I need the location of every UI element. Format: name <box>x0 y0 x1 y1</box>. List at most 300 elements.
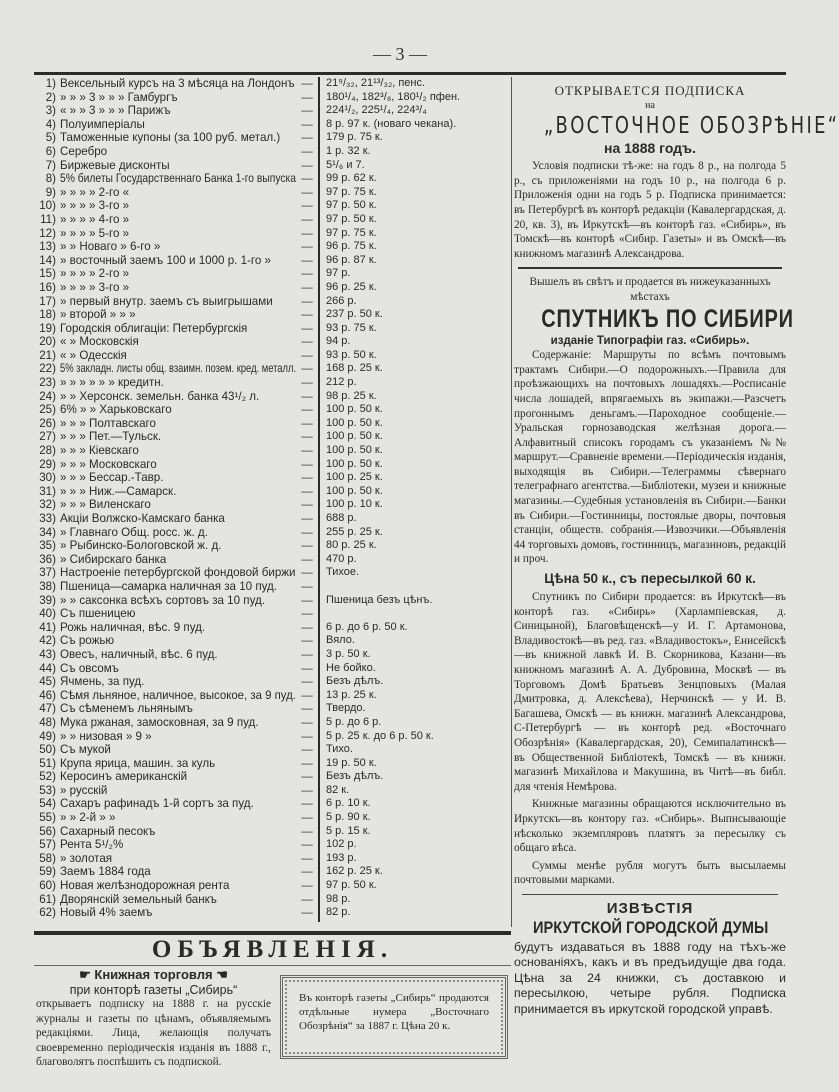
row-label: » » низовая » 9 » <box>60 729 152 743</box>
row-value: Пшеница безъ цѣнъ. <box>326 593 433 606</box>
row-number: 46) <box>39 688 56 702</box>
row-number-cell <box>34 539 56 553</box>
ads-rule <box>34 965 511 966</box>
row-label-cell <box>56 580 296 594</box>
row-number: 9) <box>45 185 56 199</box>
table-row <box>34 444 508 458</box>
table-row <box>34 267 508 281</box>
row-dash: — <box>301 430 313 444</box>
row-value-cell <box>318 594 506 608</box>
table-row <box>34 362 508 376</box>
row-label: Дворянскій земельный банкъ <box>60 892 217 906</box>
row-label-cell <box>56 607 296 621</box>
row-label: Съ овсомъ <box>60 661 119 675</box>
row-dash: — <box>301 362 313 376</box>
table-row <box>34 811 508 825</box>
row-dash: — <box>301 212 313 226</box>
row-value: 8 р. 97 к. (новаго чекана). <box>326 117 457 130</box>
row-value: 97 р. <box>326 267 351 280</box>
row-number: 22) <box>39 362 56 376</box>
row-label-cell <box>56 159 296 173</box>
row-number-cell <box>34 893 56 907</box>
row-dash-cell <box>296 580 318 594</box>
row-label: Съ пшеницею <box>60 607 136 621</box>
row-value-cell <box>318 648 506 662</box>
row-dash-cell <box>296 784 318 798</box>
table-row <box>34 390 508 404</box>
row-value: 688 р. <box>326 512 357 524</box>
row-label: Рента 5¹/₂% <box>60 838 124 852</box>
row-dash: — <box>301 348 313 362</box>
row-dash-cell <box>296 403 318 417</box>
row-number-cell <box>34 825 56 839</box>
row-dash-cell <box>296 145 318 159</box>
row-value-cell <box>318 308 506 322</box>
row-label: » » » Московскаго <box>60 457 157 471</box>
row-dash-cell <box>296 308 318 322</box>
table-row <box>34 865 508 879</box>
row-dash-cell <box>296 893 318 907</box>
row-value: 21⁹/₃₂, 21¹³/₃₂, пенс. <box>326 77 426 89</box>
row-dash: — <box>301 824 313 838</box>
row-label: » » » » 2-го » <box>60 267 130 281</box>
bookshop-ad <box>36 968 271 1073</box>
table-row <box>34 159 508 173</box>
row-number-cell <box>34 485 56 499</box>
row-dash: — <box>301 811 313 825</box>
subscription-title: „ВОСТОЧНОЕ ОБОЗРѢНІЕ“ <box>543 113 839 140</box>
row-dash-cell <box>296 240 318 254</box>
row-value-cell <box>318 322 506 336</box>
row-number: 57) <box>39 838 56 852</box>
table-row <box>34 757 508 771</box>
row-number: 11) <box>40 212 56 226</box>
row-value: Тихо. <box>326 743 353 756</box>
row-value: 97 р. 50 к. <box>326 212 377 225</box>
row-label: Серебро <box>60 144 108 158</box>
row-value: 100 р. 50 к. <box>326 444 383 457</box>
sputnik-intro: Вышелъ въ свѣтъ и продается въ нижеуказанныхъ мѣстахъ <box>529 276 771 303</box>
row-number: 15) <box>39 267 56 281</box>
table-row <box>34 784 508 798</box>
duma-title1: ИЗВѢСТІЯ <box>606 899 694 917</box>
row-label: Полуимперіалы <box>60 117 145 131</box>
row-number-cell <box>34 295 56 309</box>
row-dash-cell <box>296 131 318 145</box>
row-value: Не бойко. <box>326 661 376 674</box>
table-row <box>34 797 508 811</box>
row-value-cell <box>318 335 506 349</box>
row-number-cell <box>34 390 56 404</box>
row-number-cell <box>34 186 56 200</box>
bookshop-title <box>36 968 271 983</box>
row-label: » восточный заемъ 100 и 1000 р. 1-го » <box>60 253 272 267</box>
row-number: 40) <box>39 607 56 621</box>
row-label-cell <box>56 267 296 281</box>
row-dash-cell <box>296 417 318 431</box>
row-dash: — <box>301 675 313 689</box>
table-row <box>34 498 508 512</box>
sputnik-where: Спутникъ по Сибири продается: въ Иркутскѣ—въ конторѣ газ. «Сибирь» (Харлампіевская, д. Синицыной), Благовѣщенскѣ—у И. Г. Артамонова, Владивостокѣ—въ ред. газ. «Владивостокъ», Енисейскѣ—въ книжной лавкѣ И. В. Скорникова, Казани—въ книжномъ магазинѣ А. А. Дубровина, Москвѣ — въ Торговомъ Домѣ Братьевъ Зенцповыхъ (Малая Дмитровка, д. Алексѣева), Нерчинскѣ — у И. В. Багашева, Омскѣ — въ книжн. магазинѣ Александрова, С-Петербургѣ — въ конторѣ ред. «Восточнаго Обозрѣнія» (Кавалергардская, 20), Семипалатинскѣ—въ Общественной Библіотекѣ, Томскѣ — въ книжн. магазинѣ Михайлова и Макушина, въ Читѣ—въ библ. для чтенія Немѣрова. <box>514 591 786 793</box>
row-value-cell <box>318 512 506 526</box>
row-value: 237 р. 50 к. <box>326 308 383 321</box>
row-number-cell <box>34 199 56 213</box>
row-dash: — <box>301 552 313 566</box>
row-value: 100 р. 50 к. <box>326 430 383 443</box>
row-label-cell <box>56 675 296 689</box>
row-label: Ячмень, за пуд. <box>60 675 145 689</box>
row-label: » » » » » » кредитн. <box>60 376 164 390</box>
row-label-cell <box>56 566 296 580</box>
row-dash-cell <box>296 662 318 676</box>
row-label-cell <box>56 118 296 132</box>
row-number: 10) <box>39 199 56 213</box>
row-label: » Сибирскаго банка <box>60 552 167 566</box>
row-value-cell <box>318 295 506 309</box>
row-dash-cell <box>296 254 318 268</box>
row-label: Сѣмя льняное, наличное, высокое, за 9 пуд. <box>60 688 296 702</box>
table-row <box>34 634 508 648</box>
row-label: » » » Бессар.-Тавр. <box>60 471 164 485</box>
row-dash: — <box>301 797 313 811</box>
row-dash: — <box>301 498 313 512</box>
row-label-cell <box>56 621 296 635</box>
row-value: 100 р. 10 к. <box>326 498 383 511</box>
row-dash-cell <box>296 471 318 485</box>
row-dash-cell <box>296 227 318 241</box>
row-value-cell <box>318 376 506 390</box>
row-dash-cell <box>296 607 318 621</box>
row-number-cell <box>34 322 56 336</box>
row-value: 93 р. 75 к. <box>326 321 377 334</box>
row-value-cell <box>318 743 506 757</box>
row-label-cell <box>56 335 296 349</box>
row-label: Съ мукой <box>60 743 111 757</box>
table-row <box>34 186 508 200</box>
row-dash: — <box>301 158 313 172</box>
row-number: 23) <box>39 376 56 390</box>
row-number-cell <box>34 852 56 866</box>
row-label-cell <box>56 634 296 648</box>
row-value: 224¹/₂, 225¹/₄, 224³/₄ <box>326 104 427 117</box>
row-label: » » » » 3-го » <box>60 199 130 213</box>
row-label: Настроеніе петербургской фондовой биржи <box>60 566 296 580</box>
row-label-cell <box>56 498 296 512</box>
row-dash-cell <box>296 186 318 200</box>
row-label: Мука ржаная, замосковная, за 9 пуд. <box>60 715 259 729</box>
row-value-cell <box>318 458 506 472</box>
row-number: 37) <box>39 566 56 580</box>
table-row <box>34 172 508 186</box>
row-dash: — <box>301 579 313 593</box>
row-value-cell <box>318 417 506 431</box>
row-number-cell <box>34 131 56 145</box>
row-number: 28) <box>39 444 56 458</box>
table-row <box>34 145 508 159</box>
row-dash-cell <box>296 159 318 173</box>
row-dash-cell <box>296 634 318 648</box>
table-row <box>34 675 508 689</box>
sputnik-contents: Содержаніе: Маршруты по всѣмъ почтовымъ трактамъ Сибири.—О подорожныхъ.—Правила для проѣзжающихъ на почтовыхъ лошадяхъ.—Росписаніе числа лошадей, впрягаемыхъ въ экипажи.—Разсчетъ прогоннымъ деньгамъ.—Пароходное сообщеніе.—Уральская горнозаводская желѣзная дорога.—Алфавитный списокъ городамъ съ указаніемъ №№ маршрут.—Сравненіе времени.—Періодическія изданія, выходящія въ Сибири.—Телеграммы сѣвернаго телеграфнаго агентства.—Библіотеки, музеи и книжные магазины.—Судебныя установленія въ Сибири.—Банки въ Сибири.—Гостинницы, постоялые дворы, почтовыя станціи, обществ. собранія.—Извозчики.—Объявленія 44 торговыхъ домовъ, гостинницъ, магазиновъ, редакцій и проч. <box>514 349 786 566</box>
row-dash: — <box>301 335 313 349</box>
row-label-cell <box>56 254 296 268</box>
row-number: 35) <box>39 539 56 553</box>
row-number: 13) <box>39 240 56 254</box>
row-label: Пшеница—самарка наличная за 10 пуд. <box>60 579 278 593</box>
row-label-cell <box>56 838 296 852</box>
row-value-cell <box>318 566 506 580</box>
table-row <box>34 770 508 784</box>
row-label-cell <box>56 906 296 920</box>
row-number-cell <box>34 634 56 648</box>
table-row <box>34 879 508 893</box>
row-value: 212 р. <box>326 376 357 389</box>
table-row <box>34 662 508 676</box>
row-label-cell <box>56 91 296 105</box>
row-number: 48) <box>39 715 56 729</box>
row-label: » » » Виленскаго <box>60 498 151 512</box>
row-dash-cell <box>296 838 318 852</box>
row-dash: — <box>301 484 313 498</box>
row-number: 1) <box>45 77 56 90</box>
row-label: 5% билеты Государственнаго Банка 1-го выпуска <box>60 172 297 186</box>
row-dash: — <box>301 172 313 186</box>
row-value-cell <box>318 159 506 173</box>
row-number-cell <box>34 784 56 798</box>
row-value-cell <box>318 349 506 363</box>
row-value: 100 р. 50 к. <box>326 484 383 497</box>
row-dash: — <box>301 607 313 621</box>
row-value: 3 р. 50 к. <box>326 647 371 660</box>
row-label: Заемъ 1884 года <box>60 865 151 879</box>
row-value-cell <box>318 634 506 648</box>
row-label-cell <box>56 743 296 757</box>
table-divider <box>318 77 320 922</box>
row-value: 6 р. 10 к. <box>326 797 371 810</box>
row-dash: — <box>301 321 313 335</box>
row-number-cell <box>34 865 56 879</box>
row-dash: — <box>301 226 313 240</box>
column-divider <box>511 77 512 927</box>
row-dash: — <box>301 512 313 525</box>
row-value-cell <box>318 444 506 458</box>
row-number-cell <box>34 227 56 241</box>
row-number-cell <box>34 172 56 186</box>
row-number: 38) <box>39 579 56 593</box>
row-value: 6 р. до 6 р. 50 к. <box>326 620 408 633</box>
row-label-cell <box>56 308 296 322</box>
row-dash-cell <box>296 91 318 105</box>
row-value: 100 р. 50 к. <box>326 403 383 416</box>
table-row <box>34 349 508 363</box>
row-dash-cell <box>296 295 318 309</box>
row-dash: — <box>301 851 313 865</box>
row-value-cell <box>318 240 506 254</box>
row-dash-cell <box>296 104 318 118</box>
row-label: « » Одесскія <box>60 348 127 362</box>
row-value-cell <box>318 118 506 132</box>
table-row <box>34 730 508 744</box>
table-row <box>34 199 508 213</box>
row-value: 93 р. 50 к. <box>326 348 377 361</box>
table-row <box>34 553 508 567</box>
row-label: » » » Полтавскаго <box>60 416 156 430</box>
table-row <box>34 852 508 866</box>
row-value: 80 р. 25 к. <box>326 539 377 552</box>
table-row <box>34 295 508 309</box>
row-dash-cell <box>296 648 318 662</box>
page-number: — 3 — <box>373 44 427 64</box>
row-value-cell <box>318 865 506 879</box>
row-number: 54) <box>39 797 56 811</box>
row-label-cell <box>56 553 296 567</box>
row-dash-cell <box>296 213 318 227</box>
row-label: Новый 4% заемъ <box>60 906 153 920</box>
row-label: » первый внутр. заемъ съ выигрышами <box>60 294 273 308</box>
row-number-cell <box>34 879 56 893</box>
row-label-cell <box>56 689 296 703</box>
row-number-cell <box>34 376 56 390</box>
row-number-cell <box>34 566 56 580</box>
row-number: 59) <box>39 865 56 879</box>
row-dash-cell <box>296 362 318 376</box>
row-label: » » » Кіевскаго <box>60 444 139 458</box>
row-value-cell <box>318 199 506 213</box>
row-number-cell <box>34 308 56 322</box>
row-value: Безъ дѣлъ. <box>326 770 384 783</box>
row-dash-cell <box>296 594 318 608</box>
row-dash-cell <box>296 172 318 186</box>
row-dash-cell <box>296 526 318 540</box>
row-number: 7) <box>45 158 56 172</box>
row-number: 12) <box>39 226 56 240</box>
row-value-cell <box>318 362 506 376</box>
row-value: Безъ дѣлъ. <box>326 675 384 688</box>
row-number: 51) <box>39 756 56 770</box>
row-number: 32) <box>39 498 56 512</box>
row-number-cell <box>34 362 56 376</box>
row-value: Твердо. <box>326 702 366 715</box>
table-row <box>34 607 508 621</box>
row-dash: — <box>301 280 313 294</box>
table-row <box>34 471 508 485</box>
row-number-cell <box>34 757 56 771</box>
row-value: 96 р. 75 к. <box>326 240 377 253</box>
table-row <box>34 838 508 852</box>
row-value-cell <box>318 539 506 553</box>
row-label: Сахаръ рафинадъ 1-й сортъ за пуд. <box>60 797 254 811</box>
row-dash: — <box>301 906 313 920</box>
row-dash-cell <box>296 498 318 512</box>
row-label-cell <box>56 757 296 771</box>
table-row <box>34 240 508 254</box>
row-value: 97 р. 50 к. <box>326 879 377 892</box>
row-value: 179 р. 75 к. <box>326 131 383 144</box>
row-dash: — <box>301 294 313 308</box>
table-row <box>34 580 508 594</box>
row-label-cell <box>56 430 296 444</box>
row-label-cell <box>56 186 296 200</box>
row-value: 97 р. 75 к. <box>326 226 377 239</box>
row-dash: — <box>301 104 313 118</box>
section-rule <box>34 931 511 935</box>
table-row <box>34 131 508 145</box>
row-value: 168 р. 25 к. <box>326 362 383 375</box>
row-number: 14) <box>39 253 56 267</box>
row-dash-cell <box>296 852 318 866</box>
row-value: 5 р. 90 к. <box>326 811 371 824</box>
row-label-cell <box>56 227 296 241</box>
row-value-cell <box>318 430 506 444</box>
row-label-cell <box>56 349 296 363</box>
row-label: Таможенные купоны (за 100 руб. метал.) <box>60 131 281 145</box>
row-dash: — <box>301 688 313 702</box>
row-value: 470 р. <box>326 552 357 565</box>
row-label-cell <box>56 879 296 893</box>
bookshop-body: открываетъ подписку на 1888 г. на русскіе журналы и газеты по цѣнамъ, объявляемымъ редакціями. Лица, желающія получать своевременно періодическія изданія въ 1888 г., благоволятъ поспѣшить съ подпиской. <box>36 998 271 1068</box>
table-row <box>34 825 508 839</box>
row-number-cell <box>34 648 56 662</box>
row-value-cell <box>318 797 506 811</box>
row-value-cell <box>318 838 506 852</box>
row-number-cell <box>34 675 56 689</box>
row-number-cell <box>34 281 56 295</box>
table-row <box>34 485 508 499</box>
row-value: 193 р. <box>326 851 357 864</box>
table-row <box>34 335 508 349</box>
table-row <box>34 118 508 132</box>
row-label-cell <box>56 852 296 866</box>
row-dash: — <box>301 702 313 716</box>
row-number: 58) <box>39 851 56 865</box>
row-value-cell <box>318 227 506 241</box>
table-row <box>34 539 508 553</box>
row-value: 180¹/₄, 182³/₈, 180¹/₂ пфен. <box>326 90 461 103</box>
row-dash: — <box>301 144 313 158</box>
row-label-cell <box>56 77 296 91</box>
row-label: Рожь наличная, вѣс. 9 пуд. <box>60 620 206 634</box>
row-value: 98 р. <box>326 892 351 905</box>
row-label: » » Новаго » 6-го » <box>60 240 161 254</box>
row-value-cell <box>318 906 506 920</box>
row-number-cell <box>34 159 56 173</box>
row-label: » » саксонка всѣхъ сортовъ за 10 пуд. <box>60 593 265 607</box>
row-value: 97 р. 50 к. <box>326 199 377 212</box>
exchange-rates-table <box>34 77 508 920</box>
row-value: 5 р. до 6 р. <box>326 715 382 728</box>
row-value-cell <box>318 607 506 621</box>
row-dash: — <box>301 253 313 267</box>
row-dash: — <box>301 471 313 485</box>
row-label: « » » 3 » » » Парижъ <box>60 104 171 118</box>
row-number: 60) <box>39 879 56 893</box>
table-row <box>34 227 508 241</box>
row-label: » золотая <box>60 851 113 865</box>
row-number: 33) <box>39 512 56 525</box>
row-label-cell <box>56 145 296 159</box>
row-dash-cell <box>296 376 318 390</box>
pointing-hand-icon: ☛ <box>79 967 91 982</box>
row-value: 97 р. 75 к. <box>326 185 377 198</box>
row-number-cell <box>34 553 56 567</box>
row-number-cell <box>34 838 56 852</box>
row-number: 49) <box>39 729 56 743</box>
row-label-cell <box>56 648 296 662</box>
row-label: « » Московскія <box>60 335 139 349</box>
row-label: » » » » 5-го » <box>60 226 130 240</box>
row-label: » » 2-й » » <box>60 811 116 825</box>
sputnik-shops: Книжные магазины обращаются исключительно въ Иркутскъ—въ контору газ. «Сибирь». Выписывающіе нѣсколько экземпляровъ платятъ за пересылку съ общаго вѣса. <box>514 798 786 855</box>
